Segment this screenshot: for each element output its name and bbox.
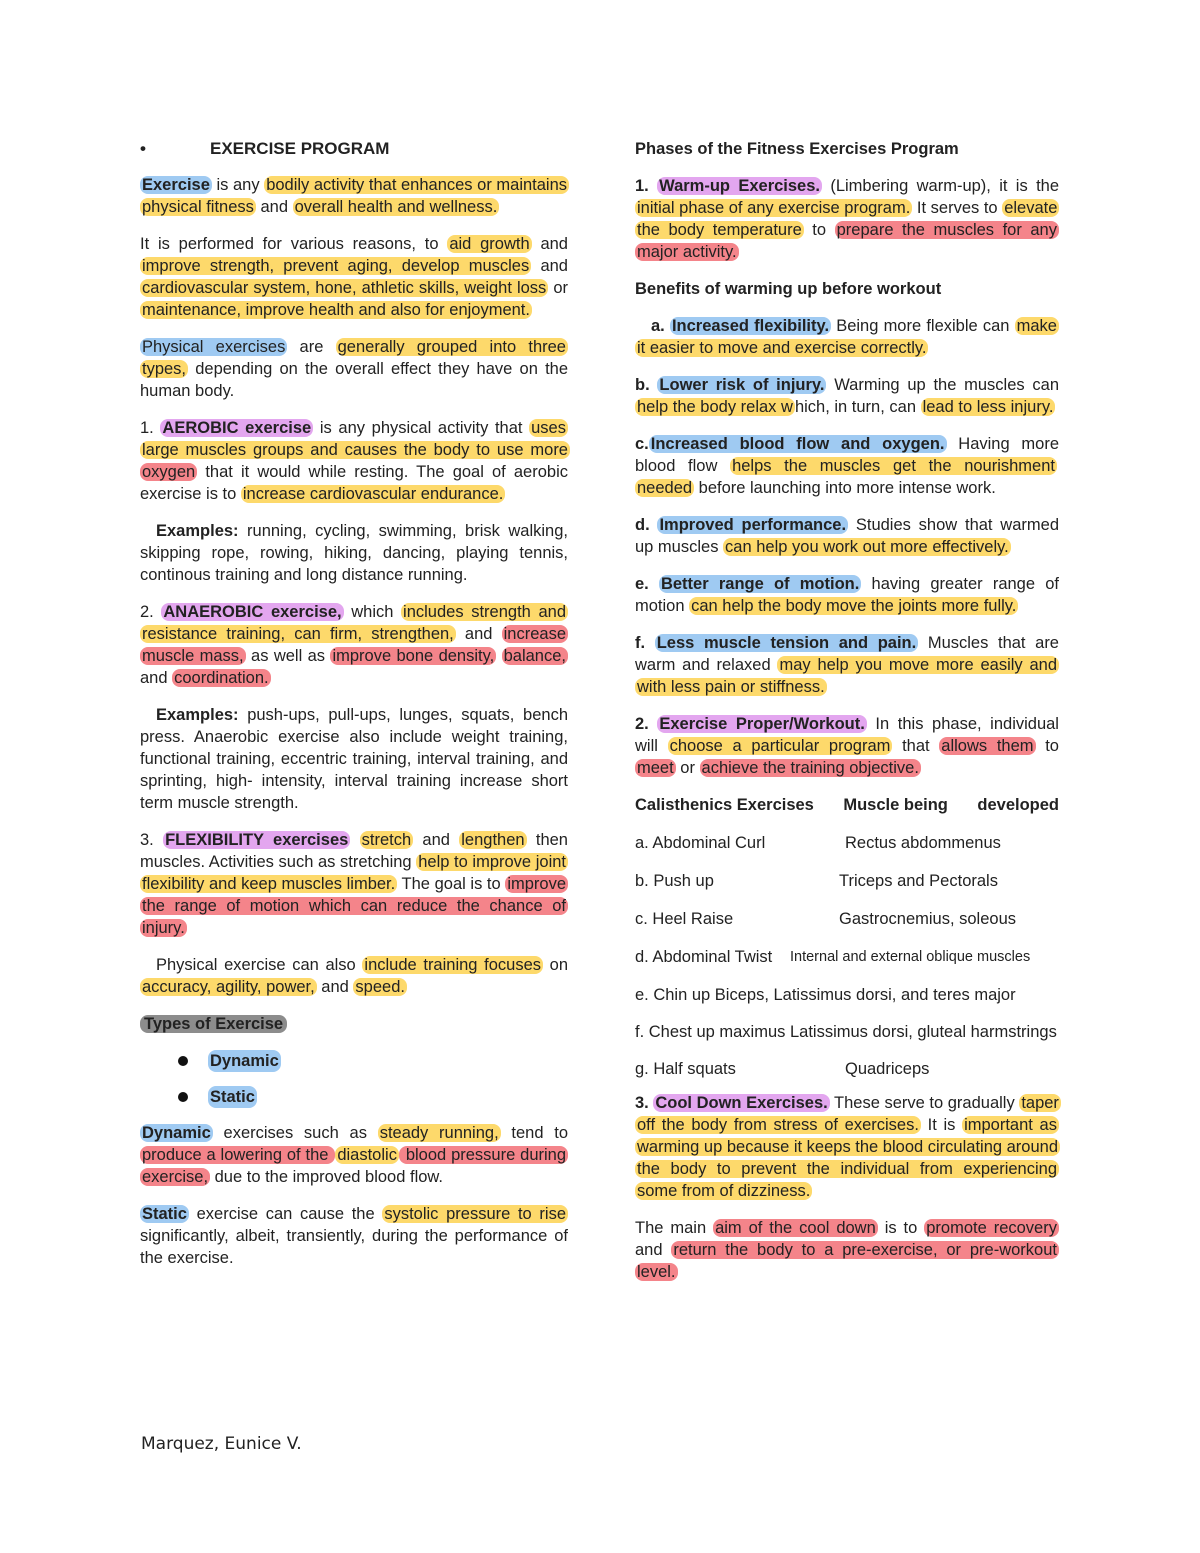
text: hich, in turn, can [794, 398, 921, 416]
highlight: generally grouped into three types, [142, 338, 566, 378]
highlight: return the body to a pre-exercise, or pre-workout level. [637, 1241, 1057, 1281]
muscle-cell: Gastrocnemius, soleous [839, 910, 1016, 928]
text: Physical exercise can also [156, 956, 363, 974]
paragraph-groups [140, 336, 568, 402]
text: or [675, 759, 700, 777]
text: to [803, 221, 835, 239]
highlight: allows them [941, 737, 1034, 755]
types-heading [140, 1013, 568, 1035]
highlight: balance, [503, 647, 566, 665]
benefit-b [635, 374, 1059, 418]
paragraph-aerobic [140, 417, 568, 505]
text: The main [635, 1219, 714, 1237]
benefit-c [635, 433, 1059, 499]
text: and [531, 235, 568, 253]
text: push-ups, pull-ups, lunges, squats, bench press. Anaerobic exercise also include weight training, functional training, eccentric training, interval training, and sprinting, high- intensity, interval training increase short term muscle strength. [140, 706, 568, 812]
types-list [140, 1050, 568, 1108]
text: Having more blood flow [635, 435, 1060, 475]
text: and [455, 625, 502, 643]
highlight: Lower risk of injury. [659, 376, 825, 394]
table-row-chin-up: e. Chin up Biceps, Latissimus dorsi, and teres major [635, 986, 1016, 1004]
highlight: oxygen [142, 463, 196, 481]
highlight-warmup: Warm-up Exercises. [659, 177, 820, 195]
text: significantly, albeit, transiently, during the performance of the exercise. [140, 1227, 568, 1267]
text: is to [877, 1219, 925, 1237]
highlight: include training focuses [364, 956, 541, 974]
text: 1. [140, 419, 161, 437]
paragraph-anaerobic-examples [140, 704, 568, 814]
text: exercise can cause the [188, 1205, 383, 1223]
text: tend to [500, 1124, 569, 1142]
text: which [343, 603, 402, 621]
paragraph-anaerobic [140, 601, 568, 689]
highlight: promote recovery [926, 1219, 1057, 1237]
highlight: can help the body move the joints more fully. [691, 597, 1017, 615]
highlight-diastolic: diastolic [337, 1146, 397, 1164]
highlight-flexibility: FLEXIBILITY exercises [165, 831, 349, 849]
highlight: improve strength, prevent aging, develop muscles [142, 257, 530, 275]
highlight: Increased blood flow and oxygen. [650, 435, 945, 453]
highlight: increase muscle mass, [142, 625, 566, 665]
paragraph-static [140, 1203, 568, 1269]
text: to [1035, 737, 1059, 755]
paragraph-cooldown-aim [635, 1217, 1059, 1283]
exercise-cell: g. Half squats [635, 1060, 736, 1078]
bullet-dot-icon [178, 1092, 188, 1102]
highlight: produce a lowering of the [142, 1146, 334, 1164]
highlight: stretch [361, 831, 412, 849]
type-label: Dynamic [210, 1052, 279, 1070]
muscle-cell: Rectus abdommenus [845, 834, 1001, 852]
section-title-exercise-program [140, 138, 568, 160]
highlight: help to improve joint flexibility and keep muscles limber. [142, 853, 566, 893]
text: It is performed for various reasons, to [140, 235, 448, 253]
highlight: elevate the body temperature [637, 199, 1058, 239]
highlight: help the body relax w [637, 398, 793, 416]
type-label: Static [210, 1088, 255, 1106]
highlight-cooldown: Cool Down Exercises. [655, 1094, 828, 1112]
highlight: maintenance, improve health and also for enjoyment. [142, 301, 530, 319]
text: e. [635, 575, 659, 593]
paragraph-warmup [635, 175, 1059, 263]
author-footer: Marquez, Eunice V. [141, 1434, 302, 1454]
benefit-d [635, 514, 1059, 558]
highlight: includes strength and resistance training, can firm, strengthen, [142, 603, 566, 643]
highlight-exercise: Exercise [142, 176, 210, 194]
highlight: lead to less injury. [922, 398, 1054, 416]
text: b. [635, 376, 658, 394]
text: are [287, 338, 336, 356]
text: d. [635, 516, 658, 534]
text: and [635, 1241, 672, 1259]
right-column [635, 138, 1059, 1298]
text: Warming up the muscles can [826, 376, 1059, 394]
highlight: Physical exercises [142, 338, 286, 356]
text: depending on the overall effect they have on the human body. [140, 360, 568, 400]
highlight: cardiovascular system, hone, athletic skills, weight loss [142, 279, 547, 297]
text: 3. [140, 831, 164, 849]
highlight-anaerobic: ANAEROBIC exercise, [163, 603, 342, 621]
text: c. [635, 435, 649, 453]
highlight: meet [637, 759, 674, 777]
highlight: Improved performance. [659, 516, 847, 534]
highlight: increase cardiovascular endurance. [242, 485, 504, 503]
paragraph-dynamic [140, 1122, 568, 1188]
list-item-dynamic [178, 1050, 568, 1072]
exercise-cell: d. Abdominal Twist [635, 948, 773, 966]
paragraph-exercise-definition [140, 174, 568, 218]
highlight: aid growth [449, 235, 530, 253]
highlight: taper off the body from stress of exercises. [637, 1094, 1059, 1134]
highlight-dynamic: Dynamic [142, 1124, 211, 1142]
text: exercises such as [212, 1124, 378, 1142]
table-row [635, 908, 1059, 930]
text: In this phase, individual will [635, 715, 1059, 755]
text: and [413, 831, 460, 849]
text: It is [920, 1116, 963, 1134]
bullet: • [140, 139, 146, 158]
muscle-cell: Triceps and Pectorals [839, 872, 998, 890]
text: and [531, 257, 568, 275]
highlight: helps the muscles get the nourishment needed [637, 457, 1055, 497]
text: and [316, 978, 354, 996]
text: before launching into more intense work. [694, 479, 996, 497]
calisthenics-header [635, 794, 1059, 816]
text: having greater range of motion [635, 575, 1059, 615]
highlight-workout: Exercise Proper/Workout. [659, 715, 865, 733]
highlight: bodily activity that enhances or maintains physical fitness [142, 176, 568, 216]
text: Being more flexible can [831, 317, 1015, 335]
paragraph-training-focus [140, 954, 568, 998]
text: and [255, 198, 293, 216]
exercise-cell: b. Push up [635, 872, 714, 890]
paragraph-workout [635, 713, 1059, 779]
section-title-phases: Phases of the Fitness Exercises Program [635, 140, 959, 158]
text: that it would while resting. The goal of aerobic exercise is to [140, 463, 568, 503]
text: on [543, 956, 569, 974]
column-header: developed [977, 796, 1059, 814]
bullet-dot-icon [178, 1056, 188, 1066]
text: is any physical activity that [313, 419, 530, 437]
text: It serves to [912, 199, 1003, 217]
highlight: Better range of motion. [660, 575, 860, 593]
text: is any [211, 176, 265, 194]
text: or [548, 279, 568, 297]
text: f. [635, 634, 655, 652]
column-header: Calisthenics Exercises [635, 796, 814, 814]
highlight: overall health and wellness. [294, 198, 498, 216]
highlight-aerobic: AEROBIC exercise [162, 419, 312, 437]
muscle-cell: Internal and external oblique muscles [790, 949, 1031, 965]
exercise-cell: c. Heel Raise [635, 910, 734, 928]
highlight: achieve the training objective. [701, 759, 919, 777]
highlight: systolic pressure to rise [384, 1205, 566, 1223]
highlight: coordination. [174, 669, 269, 687]
highlight: important as warming up because it keeps the blood circulating around the body to prevent the individual from experiencing some from of dizziness. [637, 1116, 1059, 1200]
table-row [635, 832, 1059, 854]
examples-label: Examples: [156, 706, 239, 724]
highlight: lengthen [461, 831, 525, 849]
text: due to the improved blood flow. [210, 1168, 444, 1186]
text: The goal is to [397, 875, 506, 893]
highlight: Less muscle tension and pain. [656, 634, 917, 652]
page-title: EXERCISE PROGRAM [210, 139, 390, 158]
text: 2. [635, 715, 658, 733]
text: 3. [635, 1094, 654, 1112]
highlight: initial phase of any exercise program. [637, 199, 911, 217]
examples-label: Examples: [156, 522, 239, 540]
table-row [635, 946, 1059, 968]
text: Studies show that warmed up muscles [635, 516, 1059, 556]
table-row [635, 1058, 1059, 1080]
highlight: make it easier to move and exercise correctly. [637, 317, 1057, 357]
text: running, cycling, swimming, brisk walking, skipping rope, rowing, hiking, dancing, playing tennis, continous training and long distance running. [140, 522, 568, 584]
column-header: Muscle being [843, 796, 948, 814]
paragraph-flexibility [140, 829, 568, 939]
highlight: Increased flexibility. [671, 317, 830, 335]
benefit-a [635, 315, 1059, 359]
paragraph-aerobic-examples [140, 520, 568, 586]
highlight-types-heading: Types of Exercise [140, 1015, 287, 1033]
left-column [140, 138, 568, 1284]
highlight: uses large muscles groups and causes the body to use more [142, 419, 568, 459]
text: 2. [140, 603, 162, 621]
muscle-cell: Quadriceps [845, 1060, 930, 1078]
highlight: may help you move more easily and with less pain or stiffness. [637, 656, 1057, 696]
paragraph-reasons [140, 233, 568, 321]
benefit-f [635, 632, 1059, 698]
benefits-heading: Benefits of warming up before workout [635, 280, 942, 298]
paragraph-cooldown [635, 1092, 1059, 1202]
list-item-static [178, 1086, 568, 1108]
highlight: prepare the muscles for any major activity. [637, 221, 1057, 261]
text: as well as [245, 647, 331, 665]
text: a. [651, 317, 670, 335]
highlight-static: Static [142, 1205, 187, 1223]
highlight: steady running, [379, 1124, 499, 1142]
text: Muscles that are warm and relaxed [635, 634, 1059, 674]
highlight: accuracy, agility, power, [142, 978, 315, 996]
highlight: improve the range of motion which can reduce the chance of injury. [142, 875, 566, 937]
text: and [140, 669, 173, 687]
exercise-cell: a. Abdominal Curl [635, 834, 766, 852]
highlight: aim of the cool down [715, 1219, 876, 1237]
highlight: choose a particular program [669, 737, 891, 755]
text: (Limbering warm-up), it is the [822, 177, 1060, 195]
highlight: blood pressure during exercise, [142, 1146, 567, 1186]
table-row [635, 870, 1059, 892]
table-row-chest-up: f. Chest up maximus Latissimus dorsi, gluteal harmstrings [635, 1023, 1057, 1041]
text: that [892, 737, 940, 755]
highlight: speed. [355, 978, 405, 996]
text: 1. [635, 177, 658, 195]
benefit-e [635, 573, 1059, 617]
highlight: improve bone density, [332, 647, 495, 665]
text: These serve to gradually [829, 1094, 1020, 1112]
text: then muscles. Activities such as stretching [140, 831, 568, 871]
highlight: can help you work out more effectively. [725, 538, 1009, 556]
